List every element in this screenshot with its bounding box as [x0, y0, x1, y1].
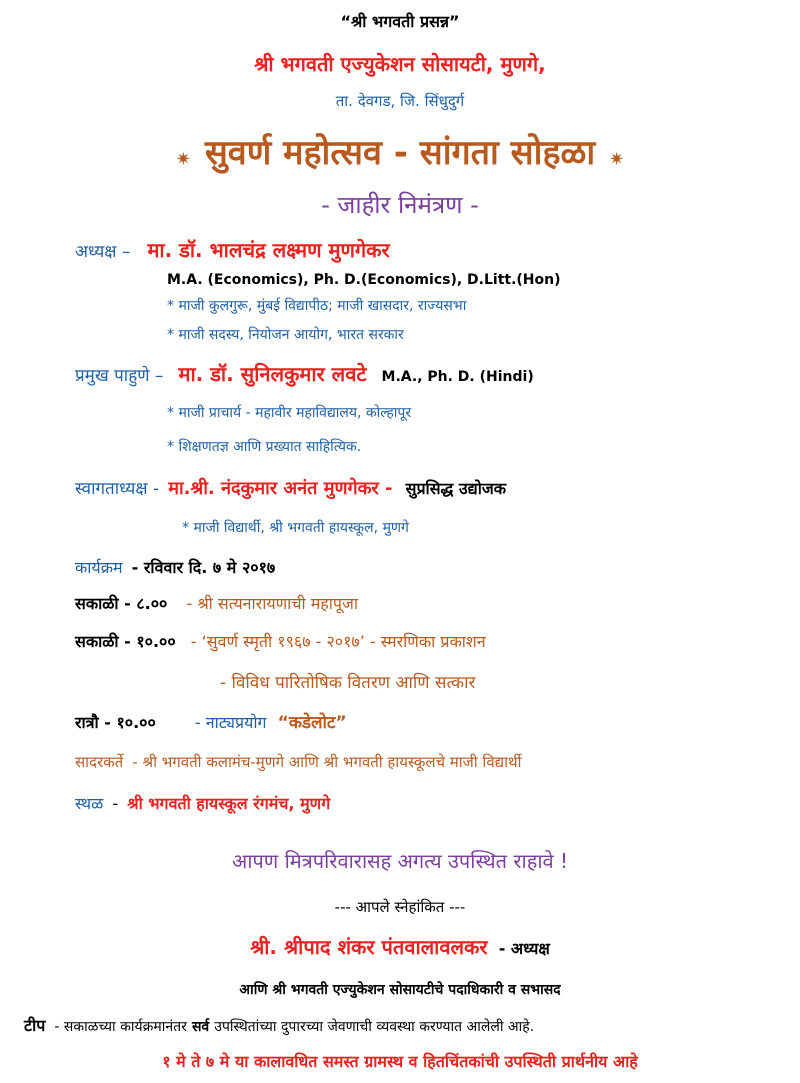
morning2-time: सकाळी - १०.००: [75, 632, 176, 651]
note-pre: - सकाळच्या कार्यक्रमानंतर: [54, 1019, 187, 1035]
chief-guest-line: [75, 360, 534, 387]
reception-title: सुप्रसिद्ध उद्योजक: [405, 479, 507, 498]
program-label: कार्यक्रम: [75, 558, 123, 577]
note-line: [24, 1014, 534, 1036]
presenter-label: सादरकर्ते: [75, 753, 124, 771]
society-members: आणि श्री भगवती एज्युकेशन सोसायटीचे पदाधिकारी व सभासद: [239, 982, 561, 998]
president-note-2: * माजी सदस्य, नियोजन आयोग, भारत सरकार: [167, 327, 404, 343]
star-left-icon: ✷: [175, 149, 191, 170]
society-name: श्री भगवती एज्युकेशन सोसायटी, मुणगे,: [254, 52, 546, 76]
presenter-line: [75, 752, 521, 772]
chief-guest-note-2: * शिक्षणतज्ञ आणि प्रख्यात साहित्यिक.: [167, 439, 362, 455]
night-line: [75, 710, 347, 733]
star-right-icon: ✷: [609, 149, 625, 170]
president-role: अध्यक्ष –: [75, 242, 131, 262]
program-date: - रविवार दि. ७ मे २०१७: [131, 558, 276, 577]
chief-guest-name: मा. डॉ. सुनिलकुमार लवटे: [178, 362, 367, 386]
venue-dash: -: [112, 794, 119, 813]
morning1-time: सकाळी - ८.००: [75, 594, 168, 613]
society-address: ता. देवगड, जि. सिंधुदुर्ग: [335, 92, 465, 110]
reception-name: मा.श्री. नंदकुमार अनंत मुणगेकर -: [168, 478, 393, 499]
attendance-request: आपण मित्रपरिवारासह अगत्य उपस्थित राहावे !: [231, 849, 569, 873]
blessing: “श्री भगवती प्रसन्न”: [340, 12, 460, 31]
venue-text: श्री भगवती हायस्कूल रंगमंच, मुणगे: [127, 794, 331, 813]
president-degrees: M.A. (Economics), Ph. D.(Economics), D.Litt.(Hon): [167, 272, 561, 288]
note-bold: सर्व: [191, 1019, 210, 1035]
closing-line: १ मे ते ७ मे या कालावधित समस्त ग्रामस्थ व हितचिंतकांची उपस्थिती प्रार्थनीय आहे: [162, 1052, 638, 1071]
signatory-line: [0, 933, 800, 960]
event-title-text: सुवर्ण महोत्सव - सांगता सोहळा: [204, 133, 596, 173]
president-name: मा. डॉ. भालचंद्र लक्ष्मण मुणगेकर: [147, 238, 390, 262]
night-time: रात्रौ - १०.००: [75, 713, 156, 732]
event-title: [0, 128, 800, 174]
venue-label: स्थळ: [75, 794, 104, 813]
note-post: उपस्थितांच्या दुपारच्या जेवणाची व्यवस्था करण्यात आलेली आहे.: [214, 1019, 535, 1035]
reception-note: * माजी विद्यार्थी, श्री भगवती हायस्कूल, मुणगे: [182, 520, 409, 536]
program-date-line: [75, 556, 275, 578]
chief-guest-note-1: * माजी प्राचार्य - महावीर महाविद्यालय, कोल्हापूर: [167, 405, 412, 421]
chief-guest-degrees: M.A., Ph. D. (Hindi): [381, 369, 534, 385]
night-event-prefix: - नाट्यप्रयोग: [194, 713, 267, 732]
invitation-heading: - जाहीर निमंत्रण -: [321, 191, 479, 219]
morning2-line: [75, 630, 486, 652]
president-line: [75, 236, 390, 263]
chief-guest-role: प्रमुख पाहुणे –: [75, 366, 164, 386]
morning2-event-2: - विविध पारितोषिक वितरण आणि सत्कार: [220, 673, 476, 693]
note-label: टीप: [24, 1016, 46, 1035]
reception-line: [75, 476, 506, 500]
morning1-line: [75, 592, 358, 614]
presenter-text: - श्री भगवती कलामंच-मुणगे आणि श्री भगवती हायस्कूलचे माजी विद्यार्थी: [132, 753, 522, 771]
reception-role: स्वागताध्यक्ष -: [75, 479, 160, 499]
signatory-name: श्री. श्रीपाद शंकर पंतवालावलकर: [250, 935, 488, 959]
president-note-1: * माजी कुलगुरू, मुंबई विद्यापीठ; माजी खासदार, राज्यसभा: [167, 298, 467, 314]
venue-line: [75, 792, 330, 814]
signatory-role: - अध्यक्ष: [498, 939, 550, 958]
regards-line: --- आपले स्नेहांकित ---: [334, 898, 466, 916]
night-event-name: “कडेलोट”: [277, 713, 347, 733]
morning2-event: - ‘सुवर्ण स्मृती १९६७ - २०१७’ - स्मरणिका प्रकाशन: [190, 632, 486, 651]
morning1-event: - श्री सत्यनारायणाची महापूजा: [186, 594, 359, 613]
